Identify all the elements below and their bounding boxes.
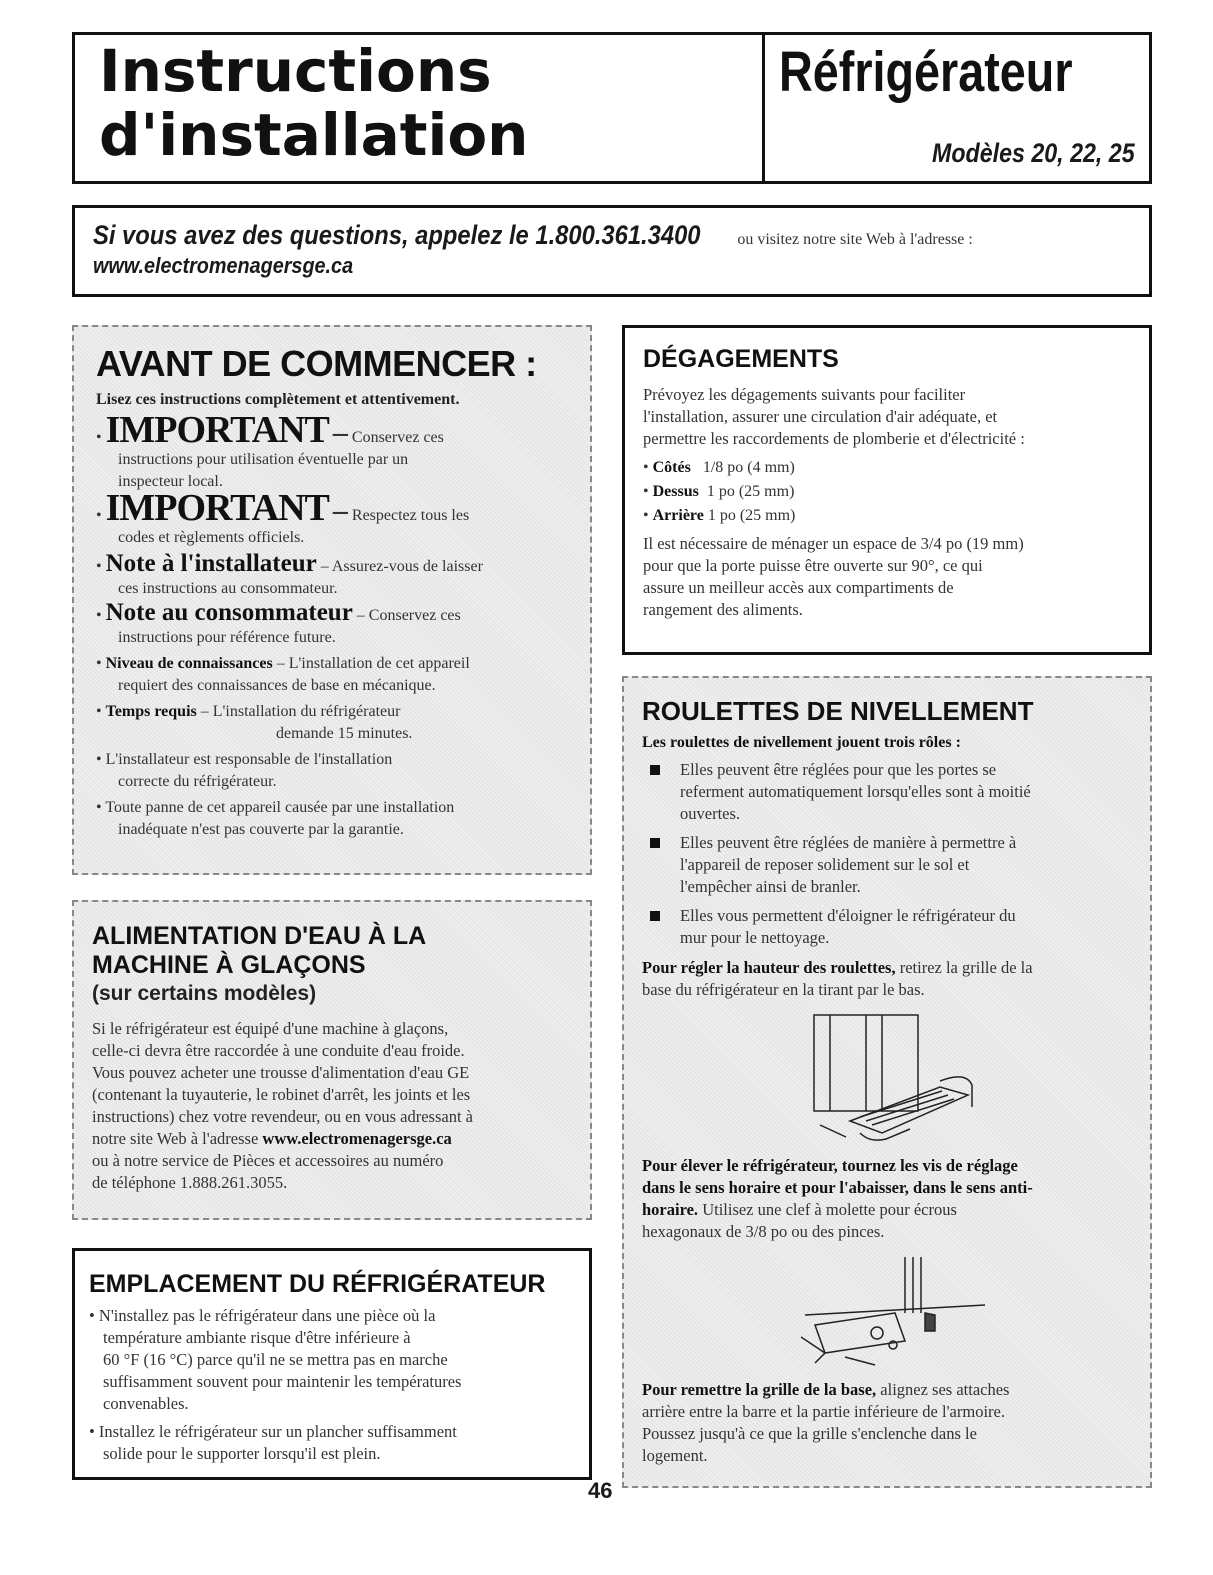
title-line-2: d'installation (99, 101, 529, 169)
leveling-screw-illustration (785, 1253, 995, 1371)
leveling-rollers-section (622, 676, 1152, 1488)
door-clearance-note: Il est nécessaire de ménager un espace de 3/4 po (19 mm) pour que la porte puisse être ouverte sur 90°, ce qui assure un meilleur accès aux compartiments de rangement des aliments. (643, 534, 1024, 619)
section-title: EMPLACEMENT DU RÉFRIGÉRATEUR (89, 1270, 546, 1298)
installer-note: • Note à l'installateur – Assurez-vous de laisser ces instructions au consommateur. (96, 550, 483, 597)
page-number: 46 (588, 1478, 613, 1503)
square-bullet-icon (650, 765, 660, 775)
time-required-note: • Temps requis – L'installation du réfrigérateur demande 15 minutes. (96, 703, 413, 742)
before-you-begin-section (72, 325, 592, 875)
adjust-height-instruction: Pour élever le réfrigérateur, tournez les vis de réglage dans le sens horaire et pour l'abaisser, dans le sens anti- horaire. Utilisez une clef à molette pour écrous hexagonaux de 3/8 po ou des pinces. (642, 1156, 1033, 1241)
grille-removal-illustration (790, 1011, 990, 1147)
reinstall-grille-instruction: Pour remettre la grille de la base, alignez ses attaches arrière entre la barre et la partie inférieure de l'armoire. Poussez jusqu'à ce que la grille s'enclenche dans le logement. (642, 1380, 1010, 1465)
title-line-1: Instructions (99, 37, 492, 105)
section-title: DÉGAGEMENTS (643, 345, 839, 373)
list-item: • N'installez pas le réfrigérateur dans une pièce où la température ambiante risque d'être inférieure à 60 °F (16 °C) parce qu'il ne se mettra pas en marche suffisamment souvent pour maintenir les températures convenables. (89, 1306, 462, 1413)
list-item: Elles peuvent être réglées pour que les portes se referment automatiquement lorsqu'elles sont à moitié ouvertes. (642, 759, 1138, 825)
product-name: Réfrigérateur (779, 40, 1073, 104)
clearance-sides: • Côtés 1/8 po (4 mm) (643, 459, 795, 476)
clearances-section (622, 325, 1152, 655)
section-lead: Les roulettes de nivellement jouent trois rôles : (642, 734, 961, 751)
product-block (765, 35, 1149, 181)
website-link: www.electromenagersge.ca (262, 1129, 452, 1148)
remove-grille-instruction: Pour régler la hauteur des roulettes, retirez la grille de la base du réfrigérateur en la tirant par le bas. (642, 958, 1033, 999)
list-item: Elles vous permettent d'éloigner le réfrigérateur du mur pour le nettoyage. (642, 905, 1138, 949)
responsibility-note: • L'installateur est responsable de l'installation correcte du réfrigérateur. (96, 751, 393, 790)
section-title: AVANT DE COMMENCER : (96, 343, 537, 384)
warranty-note: • Toute panne de cet appareil causée par une installation inadéquate n'est pas couverte par la garantie. (96, 799, 455, 838)
water-supply-section (72, 900, 592, 1220)
section-subtitle: (sur certains modèles) (92, 982, 317, 1005)
list-item: Elles peuvent être réglées de manière à permettre à l'appareil de reposer solidement sur le sol et l'empêcher ainsi de branler. (642, 832, 1138, 898)
important-note-1: • IMPORTANT – Conservez ces instructions pour utilisation éventuelle par un inspecteur local. (96, 409, 444, 490)
skill-level-note: • Niveau de connaissances – L'installation de cet appareil requiert des connaissances de base en mécanique. (96, 655, 470, 694)
section-title: ALIMENTATION D'EAU À LA MACHINE À GLAÇONS (92, 922, 427, 979)
section-body: Si le réfrigérateur est équipé d'une machine à glaçons, celle-ci devra être raccordée à une conduite d'eau froide. Vous pouvez acheter une trousse d'alimentation d'eau GE (contenant la tuyauterie, le robinet d'arrêt, les joints et les instructions) chez votre revendeur, ou en vous adressant à notre site Web à l'adresse www.electromenagersge.ca ou à notre service de Pièces et accessoires au numéro de téléphone 1.888.261.3055. (92, 1019, 473, 1192)
location-section (72, 1248, 592, 1480)
page-header (72, 32, 1152, 184)
model-numbers: Modèles 20, 22, 25 (932, 138, 1135, 168)
clearance-back: • Arrière 1 po (25 mm) (643, 507, 796, 524)
clearance-top: • Dessus 1 po (25 mm) (643, 483, 795, 500)
consumer-note: • Note au consommateur – Conservez ces instructions pour référence future. (96, 599, 461, 646)
square-bullet-icon (650, 838, 660, 848)
document-title (75, 35, 765, 181)
important-note-2: • IMPORTANT – Respectez tous les codes et règlements officiels. (96, 487, 470, 546)
contact-phone-text: Si vous avez des questions, appelez le 1.800.361.3400 (93, 220, 701, 250)
list-item: • Installez le réfrigérateur sur un plancher suffisamment solide pour le supporter lorsqu'il est plein. (89, 1422, 457, 1463)
contact-banner (72, 205, 1152, 297)
section-subtitle: Lisez ces instructions complètement et attentivement. (96, 391, 460, 408)
section-title: ROULETTES DE NIVELLEMENT (642, 696, 1034, 726)
contact-visit-text: ou visitez notre site Web à l'adresse : (733, 231, 973, 248)
section-intro: Prévoyez les dégagements suivants pour faciliter l'installation, assurer une circulation d'air adéquate, et permettre les raccordements de plomberie et d'électricité : (643, 385, 1025, 448)
contact-website: www.electromenagersge.ca (93, 253, 354, 278)
square-bullet-icon (650, 911, 660, 921)
